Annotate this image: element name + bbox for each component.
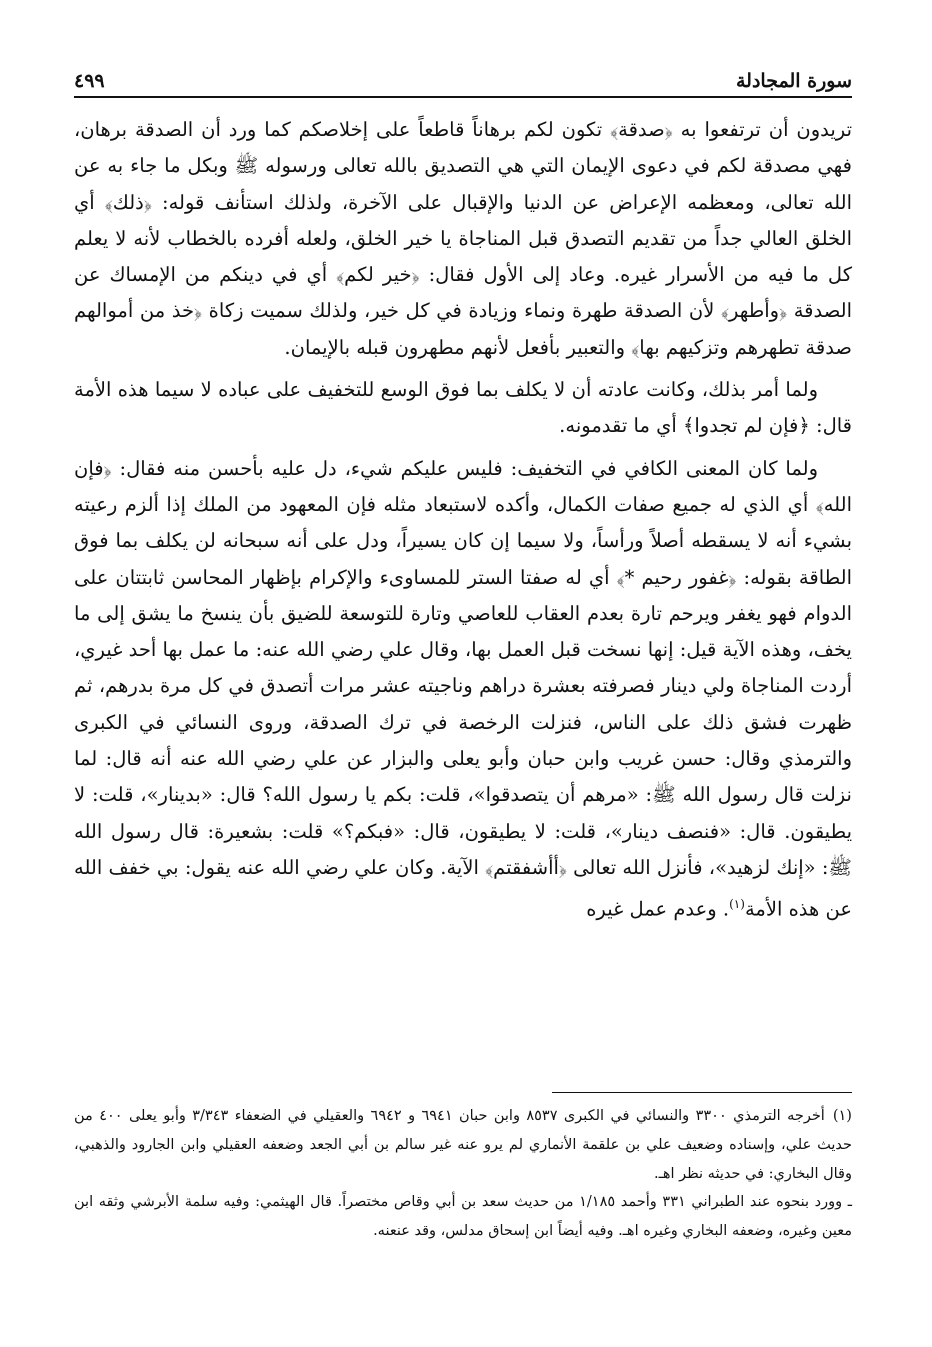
paragraph-3-end: . وعدم عمل غيره xyxy=(586,897,730,921)
header-rule xyxy=(74,96,852,98)
page-header xyxy=(74,64,852,92)
footnote-1-continued: ـ وورد بنحوه عند الطبراني ٣٣١ وأحمد ١/١٨٥ من حديث سعد بن أبي وقاص مختصراً. قال الهيثمي: وفيه سلمة الأبرشي وثقه ابن معين وغيره، وضعفه البخاري وغيره اهـ. وفيه أيضاً ابن إسحاق مدلس، وقد عنعنه. xyxy=(74,1194,852,1240)
page-number: ٤٩٩ xyxy=(74,70,105,92)
footnotes xyxy=(74,1102,852,1246)
paragraph-3 xyxy=(74,451,852,928)
paragraph-1: تريدون أن ترتفعوا به ﴿صدقة﴾ تكون لكم برهاناً قاطعاً على إخلاصكم كما ورد أن الصدقة برهان، فهي مصدقة لكم في دعوى الإيمان التي هي التصديق بالله تعالى ورسوله ﷺ وبكل ما جاء به عن الله تعالى، ومعظمه الإعراض عن الدنيا والإقبال على الآخرة، ولذلك استأنف قوله: ﴿ذلك﴾ أي الخلق العالي جداً من تقديم التصدق قبل المناجاة يا خير الخلق، ولعله أفرده بالخطاب لأنه لا يعلم كل ما فيه من الأسرار غيره. وعاد إلى الأول فقال: ﴿خير لكم﴾ أي في دينكم من الإمساك عن الصدقة ﴿وأطهر﴾ لأن الصدقة طهرة ونماء وزيادة في كل خير، ولذلك سميت زكاة ﴿خذ من أموالهم صدقة تطهرهم وتزكيهم بها﴾ والتعبير بأفعل لأنهم مطهرون قبله بالإيمان. xyxy=(74,118,852,359)
footnote-1 xyxy=(74,1102,852,1188)
footnote-rule xyxy=(552,1092,852,1093)
surah-title: سورة المجادلة xyxy=(735,70,852,92)
footnote-number: (١) xyxy=(832,1108,852,1124)
paragraph-3-text: ولما كان المعنى الكافي في التخفيف: فليس عليكم شيء، دل عليه بأحسن منه فقال: ﴿فإن الله﴾ أي الذي له جميع صفات الكمال، وأكده لاستبعاد مثله فإن المعهود من الملك إذا ألزم رعيته بشيء أنه لا يسقطه أصلاً ورأساً، ولا سيما إن كان يسيراً، ودل على أنه سبحانه لن يكلف بما فوق الطاقة بقوله: ﴿غفور رحيم *﴾ أي له صفتا الستر للمساوىء والإكرام بإظهار المحاسن ثابتتان على الدوام فهو يغفر ويرحم تارة بعدم العقاب للعاصي وتارة للتوسعة للضيق بأن ينسخ ما يشق إلى ما يخف، وهذه الآية قيل: إنها نسخت قبل العمل بها، وقال علي رضي الله عنه: ما عمل بها أحد غيري، أردت المناجاة ولي دينار فصرفته بعشرة دراهم وناجيته عشر مرات أتصدق في كل مرة بدرهم، ثم ظهرت فشق ذلك على الناس، فنزلت الرخصة في ترك الصدقة، وروى النسائي في الكبرى والترمذي وقال: حسن غريب وابن حبان وأبو يعلى والبزار عن علي رضي الله عنه أنه قال: لما نزلت قال رسول الله ﷺ: «مرهم أن يتصدقوا»، قلت: بكم يا رسول الله؟ قال: «بدينار»، قلت: لا يطيقون. قال: «فنصف دينار»، قلت: لا يطيقون، قال: «فبكم؟» قلت: بشعيرة: قال رسول الله ﷺ: «إنك لزهيد»، فأنزل الله تعالى ﴿أأشفقتم﴾ الآية. وكان علي رضي الله عنه يقول: بي خفف الله عن هذه الأمة xyxy=(74,456,852,921)
paragraph-2: ولما أمر بذلك، وكانت عادته أن لا يكلف بما فوق الوسع للتخفيف على عباده لا سيما هذه الأمة قال: ﴿فإن لم تجدوا﴾ أي ما تقدمونه. xyxy=(74,378,852,438)
main-text xyxy=(74,112,852,928)
footnote-1-text: أخرجه الترمذي ٣٣٠٠ والنسائي في الكبرى ٨٥٣٧ وابن حبان ٦٩٤١ و ٦٩٤٢ والعقيلي في الضعفاء ٣/٣٤٣ وأبو يعلى ٤٠٠ من حديث علي، وإسناده وضعيف علي بن علقمة الأنماري لم يرو عنه غير سالم بن أبي الجعد وضعفه العقيلي وابن الجارود والذهبي، وقال البخاري: في حديثه نظر اهـ. xyxy=(74,1108,852,1182)
footnote-reference: (١) xyxy=(729,897,745,912)
